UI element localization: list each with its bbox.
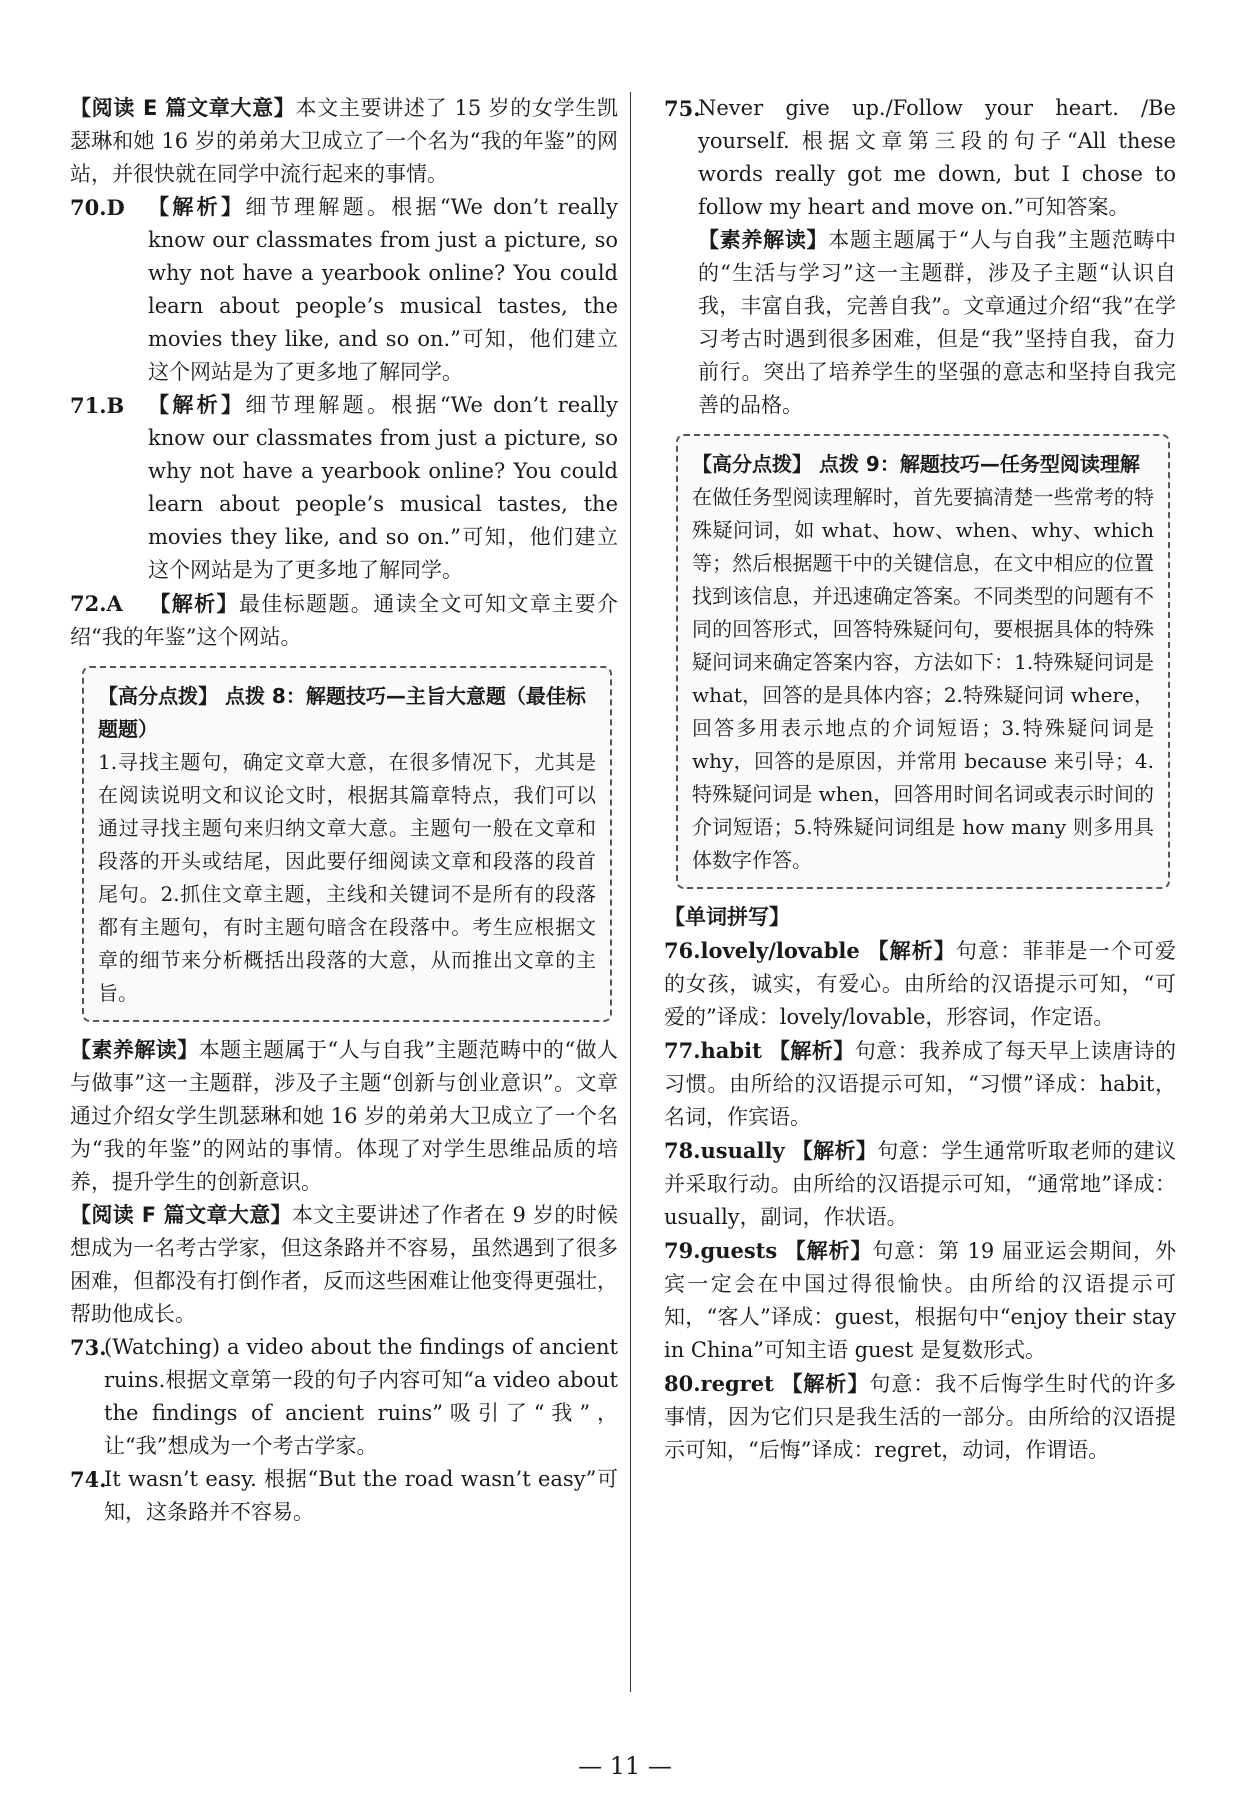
tip-9-title: 【高分点拨】 点拨 9：解题技巧—任务型阅读理解 [692,452,1140,476]
tip-box-9 [676,434,1170,889]
answer-79: 79.guests 【解析】句意：第 19 届亚运会期间，外宾一定会在中国过得很愉快。由所给的汉语提示可知，“客人”译成：guest，根据句中“enjoy their stay in China”可知主语 guest 是复数形式。 [664,1238,1176,1362]
page-number: — 11 — [578,1752,672,1780]
right-column [664,92,1176,1467]
answer-76: 76.lovely/lovable 【解析】句意：菲菲是一个可爱的女孩，诚实，有爱心。由所给的汉语提示可知，“可爱的”译成：lovely/lovable，形容词，作定语。 [664,938,1177,1029]
answer-70: 70.D 【解析】细节理解题。根据“We don’t really know our classmates from just a picture, so why not have a yearbook online? You could learn about people’s musical tastes, the movies they like, and so on.”可知，他们建立这个网站是为了更多地了解同学。 [70,195,618,384]
tip-9-text: 在做任务型阅读理解时，首先要搞清楚一些常考的特殊疑问词，如 what、how、when、why、which 等；然后根据题干中的关键信息，在文中相应的位置找到该信息，并迅速确定答案。不同类型的问题有不同的回答形式，回答特殊疑问句，要根据具体的特殊疑问词来确定答案内容，方法如下：1.特殊疑问词是 what，回答的是具体内容；2.特殊疑问词 where，回答多用表示地点的介词短语；3.特殊疑问词是 why，回答的是原因，并常用 because 来引导；4.特殊疑问词是 when，回答用时间名词或表示时间的介词短语；5.特殊疑问词组是 how many 则多用具体数字作答。 [692,485,1154,872]
answer-71: 71.B 【解析】细节理解题。根据“We don’t really know our classmates from just a picture, so why not have a yearbook online? You could learn about people’s musical tastes, the movies they like, and so on.”可知，他们建立这个网站是为了更多地了解同学。 [70,393,618,582]
answer-80: 80.regret 【解析】句意：我不后悔学生时代的许多事情，因为它们只是我生活的一部分。由所给的汉语提示可知，“后悔”译成：regret，动词，作谓语。 [664,1371,1177,1462]
answer-75: 75. Never give up./Follow your heart. /Be yourself. 根据文章第三段的句子“All these words really got me down, but I chose to follow my heart and move on.”可知答案。 [664,96,1176,219]
reading-f-summary: 【阅读 F 篇文章大意】本文主要讲述了作者在 9 岁的时候想成为一名考古学家，但这条路并不容易，虽然遇到了很多困难，但都没有打倒作者，反而这些困难让他变得更强壮，帮助他成长。 [70,1203,619,1326]
tip-8-title: 【高分点拨】 点拨 8：解题技巧—主旨大意题（最佳标题题） [98,684,586,741]
literacy-interpretation-e: 【素养解读】本题主题属于“人与自我”主题范畴中的“做人与做事”这一主题群，涉及子主题“创新与创业意识”。文章通过介绍女学生凯瑟琳和她 16 岁的弟弟大卫成立了一个名为“我的年鉴”的网站的事情。体现了对学生思维品质的培养，提升学生的创新意识。 [70,1038,618,1194]
answer-78: 78.usually 【解析】句意：学生通常听取老师的建议并采取行动。由所给的汉语提示可知，“通常地”译成：usually，副词，作状语。 [664,1138,1176,1229]
answer-72: 72.A 【解析】最佳标题题。通读全文可知文章主要介绍“我的年鉴”这个网站。 [70,591,618,649]
column-divider [630,92,631,1692]
answer-77: 77.habit 【解析】句意：我养成了每天早上读唐诗的习惯。由所给的汉语提示可知，“习惯”译成：habit，名词，作宾语。 [664,1038,1176,1129]
tip-8-text: 1.寻找主题句，确定文章大意，在很多情况下，尤其是在阅读说明文和议论文时，根据其篇章特点，我们可以通过寻找主题句来归纳文章大意。主题句一般在文章和段落的开头或结尾，因此要仔细阅读文章和段落的段首尾句。2.抓住文章主题，主线和关键词不是所有的段落都有主题句，有时主题句暗含在段落中。考生应根据文章的细节来分析概括出段落的大意，从而推出文章的主旨。 [98,750,596,1005]
word-spelling-heading: 【单词拼写】 [664,905,790,929]
answer-73: 73. (Watching) a video about the findings of ancient ruins.根据文章第一段的句子内容可知“a video about the findings of ancient ruins”吸引了“我”，让“我”想成为一个考古学家。 [70,1335,618,1458]
left-column [70,92,618,1529]
literacy-interpretation-f: 【素养解读】本题主题属于“人与自我”主题范畴中的“生活与学习”这一主题群，涉及子主题“认识自我，丰富自我，完善自我”。文章通过介绍“我”在学习考古时遇到很多困难，但是“我”坚持自我，奋力前行。突出了培养学生的坚强的意志和坚持自我完善的品格。 [698,228,1176,417]
tip-box-8 [82,666,612,1022]
reading-e-summary: 【阅读 E 篇文章大意】本文主要讲述了 15 岁的女学生凯瑟琳和她 16 岁的弟弟大卫成立了一个名为“我的年鉴”的网站，并很快就在同学中流行起来的事情。 [70,96,619,186]
answer-74: 74. It wasn’t easy. 根据“But the road wasn’t easy”可知，这条路并不容易。 [70,1467,618,1524]
